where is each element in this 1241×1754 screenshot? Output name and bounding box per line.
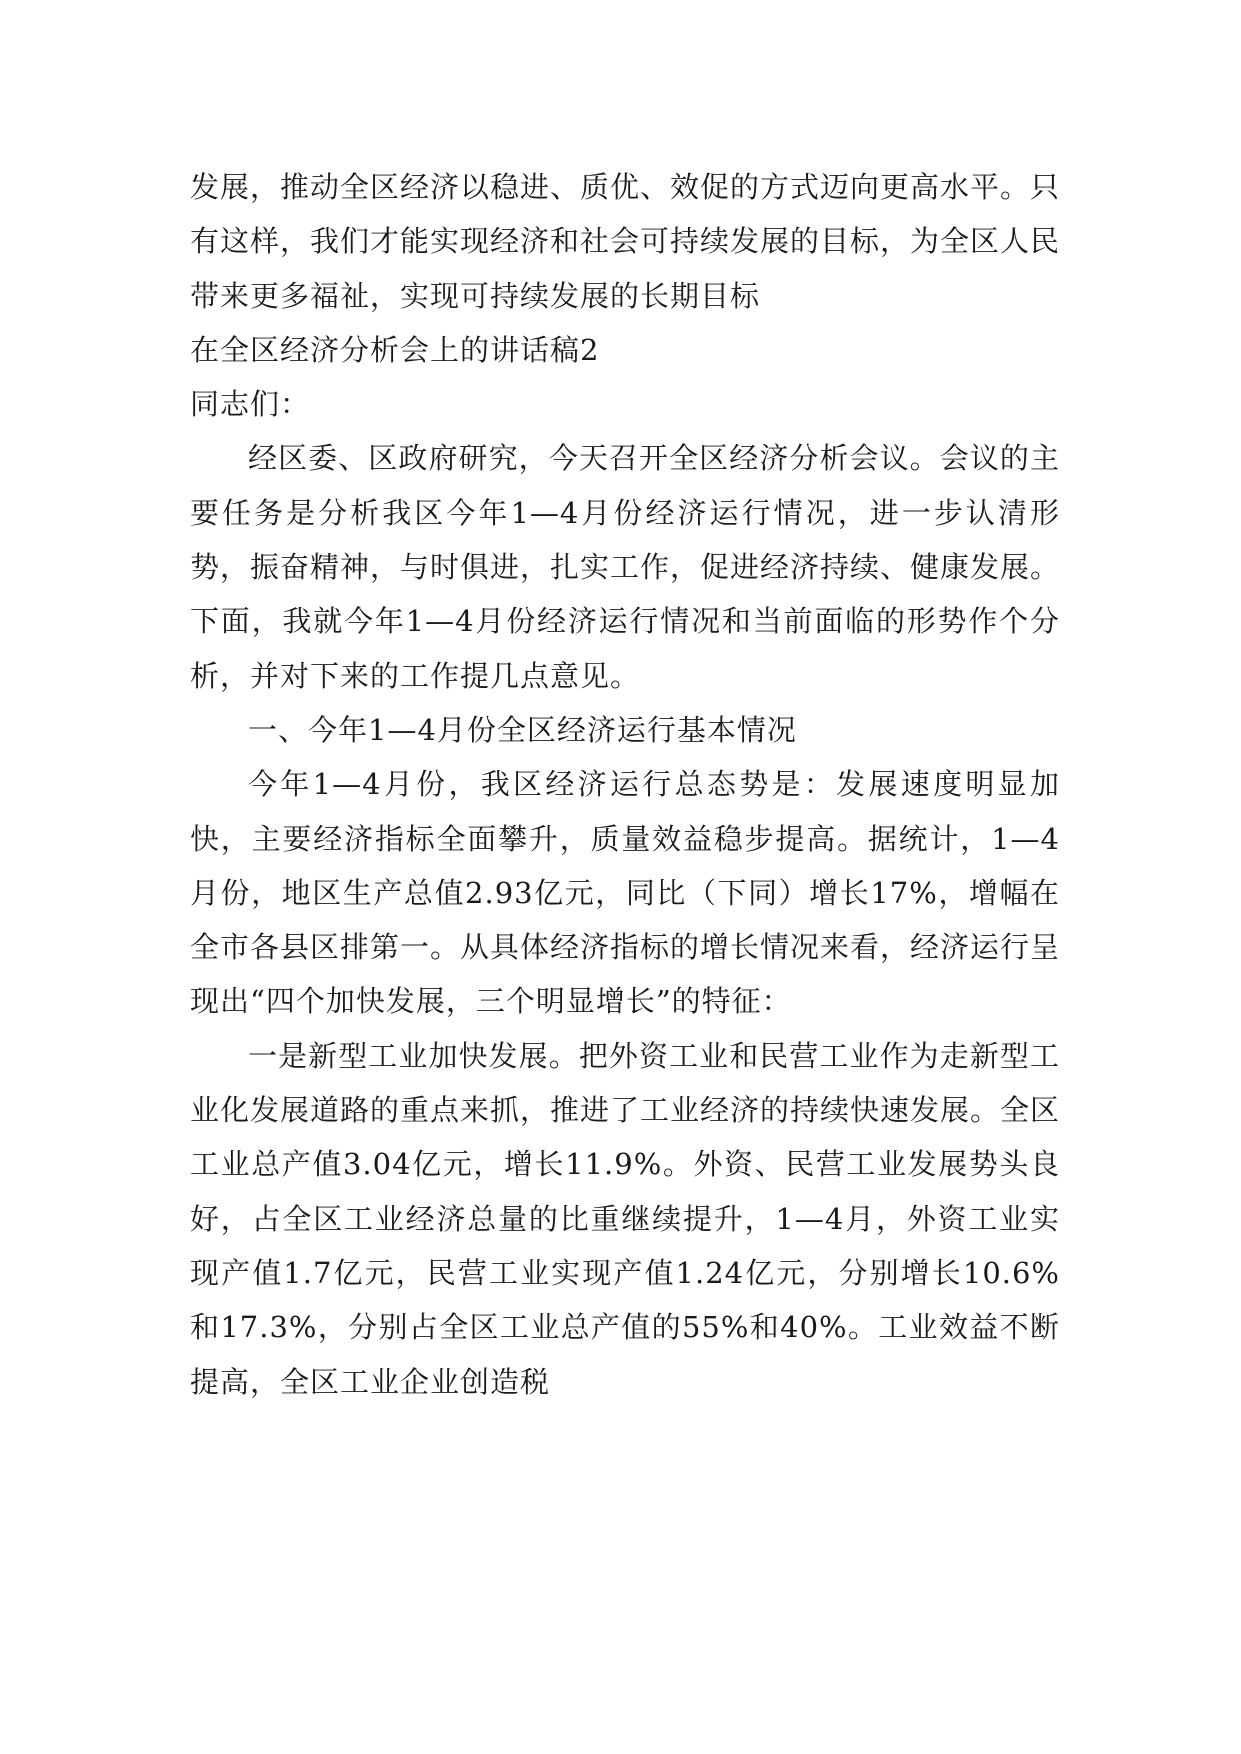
paragraph-closing-previous: 发展，推动全区经济以稳进、质优、效促的方式迈向更高水平。只有这样，我们才能实现经济和社会可持续发展的目标，为全区人民带来更多福祉，实现可持续发展的长期目标 [190,170,1061,313]
paragraph-industry: 一是新型工业加快发展。把外资工业和民营工业作为走新型工业化发展道路的重点来抓，推进了工业经济的持续快速发展。全区工业总产值3.04亿元，增长11.9%。外资、民营工业发展势头良好，占全区工业经济总量的比重继续提升，1—4月，外资工业实现产值1.7亿元，民营工业实现产值1.24亿元，分别增长10.6%和17.3%，分别占全区工业总产值的55%和40%。工业效益不断提高，全区工业企业创造税 [190,1038,1061,1399]
salutation: 同志们： [190,387,311,422]
paragraph-intro: 经区委、区政府研究，今天召开全区经济分析会议。会议的主要任务是分析我区今年1—4月份经济运行情况，进一步认清形势，振奋精神，与时俱进，扎实工作，促进经济持续、健康发展。下面，我就今年1—4月份经济运行情况和当前面临的形势作个分析，并对下来的工作提几点意见。 [190,441,1061,693]
paragraph-overview: 今年1—4月份，我区经济运行总态势是：发展速度明显加快，主要经济指标全面攀升，质量效益稳步提高。据统计，1—4月份，地区生产总值2.93亿元，同比（下同）增长17%，增幅在全市各县区排第一。从具体经济指标的增长情况来看，经济运行呈现出“四个加快发展，三个明显增长”的特征： [190,767,1061,1019]
speech-title: 在全区经济分析会上的讲话稿2 [190,332,600,367]
section-heading-1: 一、今年1—4月份全区经济运行基本情况 [248,712,797,747]
document-body [190,160,1060,1409]
